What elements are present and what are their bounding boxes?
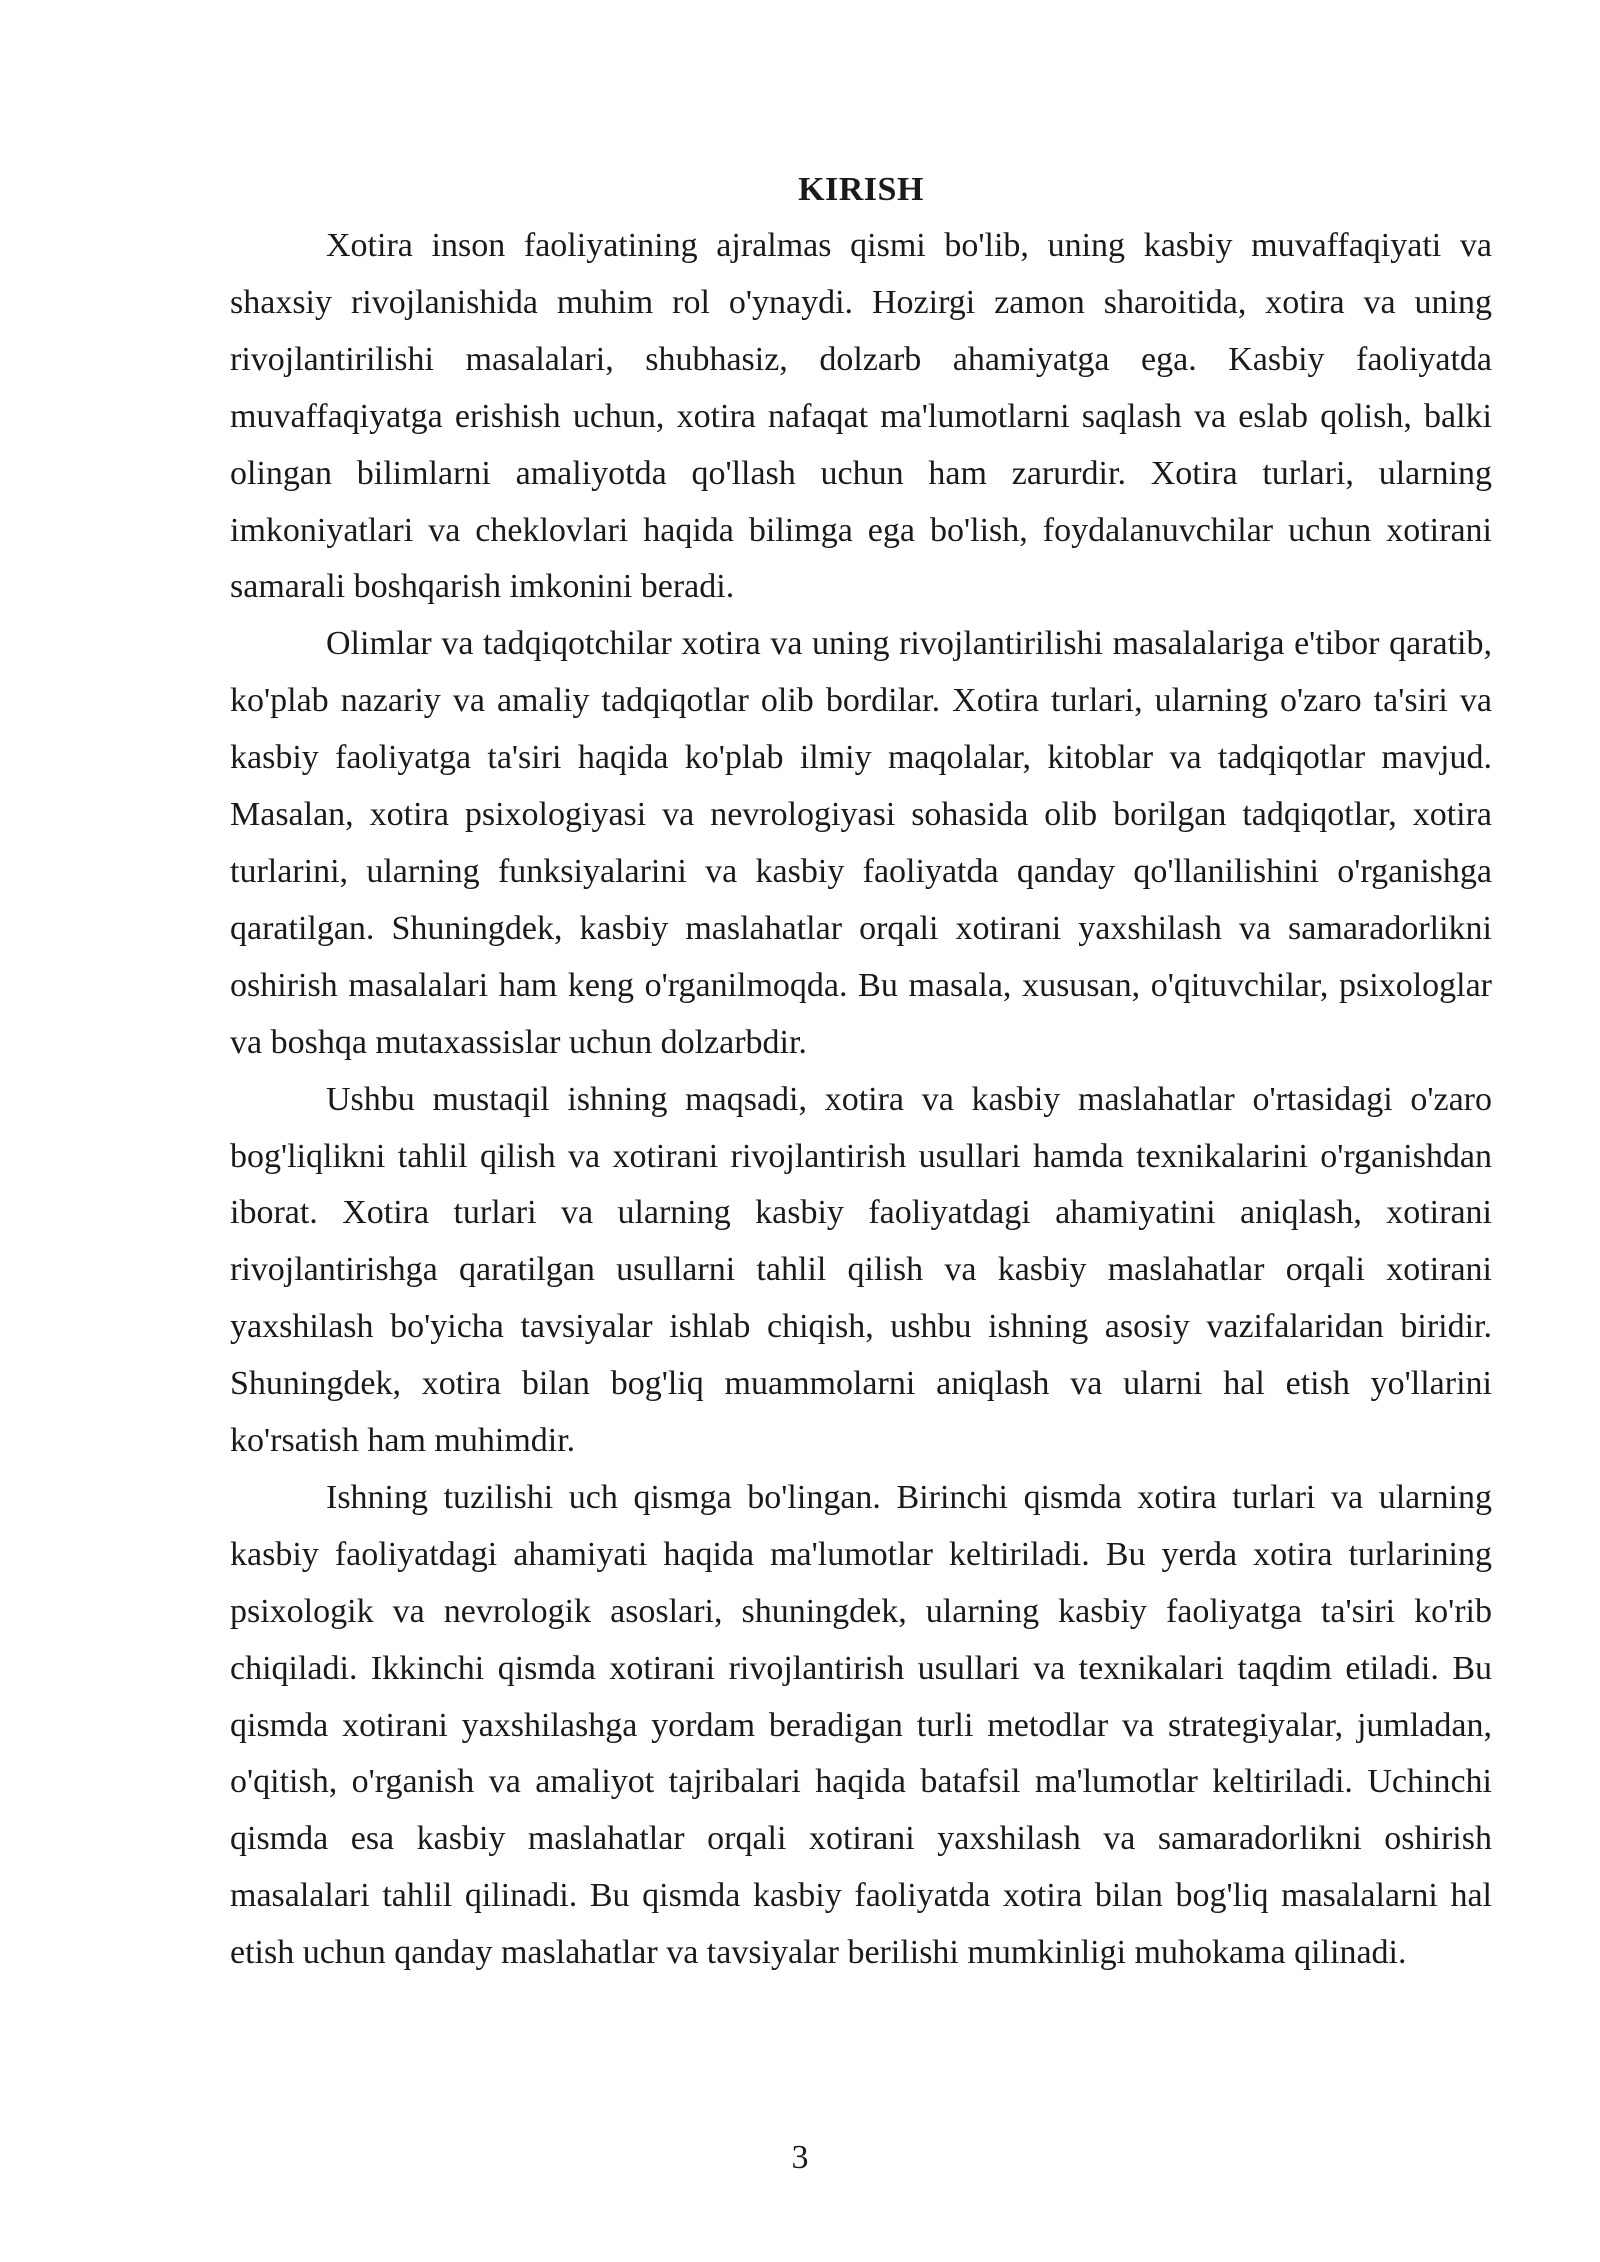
- page-number: 3: [791, 2139, 809, 2176]
- paragraph-4: Ishning tuzilishi uch qismga bo'lingan. Birinchi qismda xotira turlari va ularning kasbiy faoliyatdagi ahamiyati haqida ma'lumotlar keltiriladi. Bu yerda xotira turlarining psixologik va nevrologik asoslari, shuningdek, ularning kasbiy faoliyatga ta'siri ko'rib chiqiladi. Ikkinchi qismda xotirani rivojlantirish usullari va texnikalari taqdim etiladi. Bu qismda xotirani yaxshilashga yordam beradigan turli metodlar va strategiyalar, jumladan, o'qitish, o'rganish va amaliyot tajribalari haqida batafsil ma'lumotlar keltiriladi. Uchinchi qismda esa kasbiy maslahatlar orqali xotirani yaxshilash va samaradorlikni oshirish masalalari tahlil qilinadi. Bu qismda kasbiy faoliyatda xotira bilan bog'liq masalalarni hal etish uchun qanday maslahatlar va tavsiyalar berilishi mumkinligi muhokama qilinadi.: [230, 1478, 1492, 1972]
- document-page: [230, 162, 1492, 1982]
- paragraph-1: Xotira inson faoliyatining ajralmas qismi bo'lib, uning kasbiy muvaffaqiyati va shaxsiy rivojlanishida muhim rol o'ynaydi. Hozirgi zamon sharoitida, xotira va uning rivojlantirilishi masalalari, shubhasiz, dolzarb ahamiyatga ega. Kasbiy faoliyatda muvaffaqiyatga erishish uchun, xotira nafaqat ma'lumotlarni saqlash va eslab qolish, balki olingan bilimlarni amaliyotda qo'llash uchun ham zarurdir. Xotira turlari, ularning imkoniyatlari va cheklovlari haqida bilimga ega bo'lish, foydalanuvchilar uchun xotirani samarali boshqarish imkonini beradi.: [230, 227, 1492, 606]
- page-title: KIRISH: [798, 171, 924, 208]
- paragraph-2: Olimlar va tadqiqotchilar xotira va uning rivojlantirilishi masalalariga e'tibor qaratib, ko'plab nazariy va amaliy tadqiqotlar olib bordilar. Xotira turlari, ularning o'zaro ta'siri va kasbiy faoliyatga ta'siri haqida ko'plab ilmiy maqolalar, kitoblar va tadqiqotlar mavjud. Masalan, xotira psixologiyasi va nevrologiyasi sohasida olib borilgan tadqiqotlar, xotira turlarini, ularning funksiyalarini va kasbiy faoliyatda qanday qo'llanilishini o'rganishga qaratilgan. Shuningdek, kasbiy maslahatlar orqali xotirani yaxshilash va samaradorlikni oshirish masalalari ham keng o'rganilmoqda. Bu masala, xususan, o'qituvchilar, psixologlar va boshqa mutaxassislar uchun dolzarbdir.: [230, 625, 1492, 1061]
- paragraph-3: Ushbu mustaqil ishning maqsadi, xotira va kasbiy maslahatlar o'rtasidagi o'zaro bog'liqlikni tahlil qilish va xotirani rivojlantirish usullari hamda texnikalarini o'rganishdan iborat. Xotira turlari va ularning kasbiy faoliyatdagi ahamiyatini aniqlash, xotirani rivojlantirishga qaratilgan usullarni tahlil qilish va kasbiy maslahatlar orqali xotirani yaxshilash bo'yicha tavsiyalar ishlab chiqish, ushbu ishning asosiy vazifalaridan biridir. Shuningdek, xotira bilan bog'liq muammolarni aniqlash va ularni hal etish yo'llarini ko'rsatish ham muhimdir.: [230, 1080, 1492, 1460]
